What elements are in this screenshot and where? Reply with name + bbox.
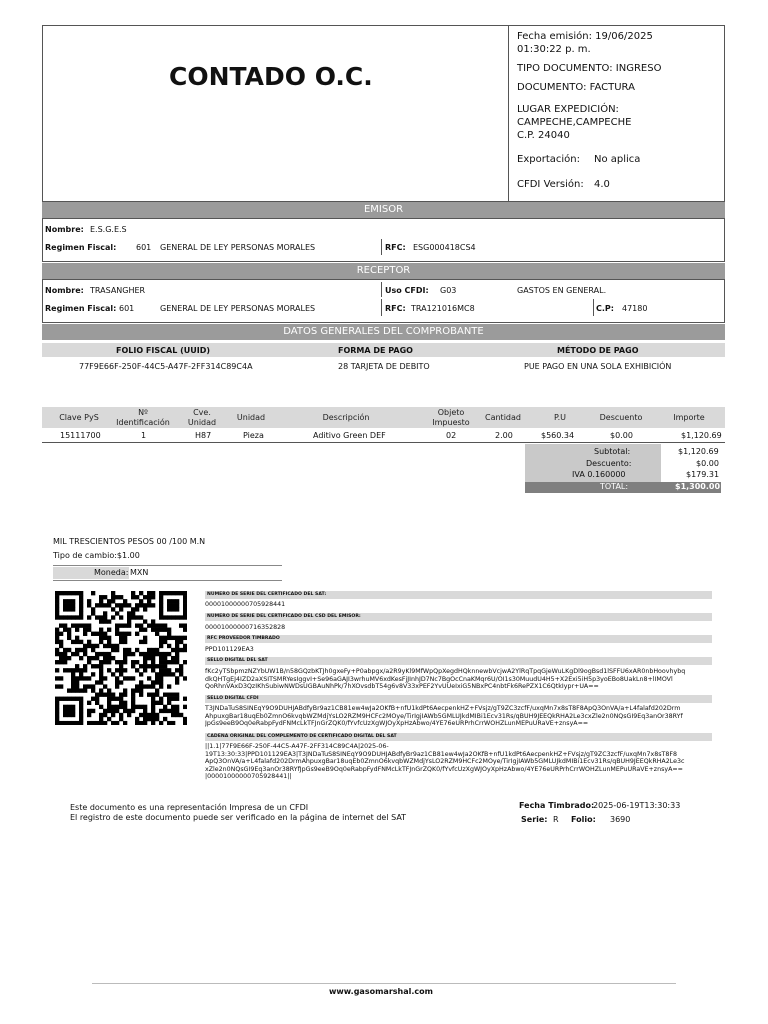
sello-cfdi-value: T3JNDaTuS8SINEqY9O9DUHJABdfyBr9az1CB81ew4wJa2OKfB+nfU1kdPt6AecpenkHZ+FVsjz/gT9ZC3zcfF/uxqMn7x8sT8F8ApQ3OnVA/a+L4falafd202Drm AhpuxgBar18uqEb0ZmnO6kvqbWZMdjYsLO2RZM9HCFc2MOye/TirIgjIAWb5GMLUJkdMIBi1Ecv31Rs/qBUH9JEEQkRHA2Le3cxZle2n0NQsGI9Eq3anOr38RYf JpGs9eeB9Oq0eRabpFydFNMcLkTFJnGrZQK0/fYvfcUzXgWJOyXpHzAbwo/4YE76eURPrhCrrWOHZLunMEPuURaVE+znsyA==: [205, 705, 683, 728]
cadena-original-value: ||1.1|77F9E66F-250F-44C5-A47F-2FF314C89C4A|2025-06- 19T13:30:33|PPD101129EA3|T3JNDaTuS8SINEqY9O9DUHJABdfyBr9az1CB81ew4wJa2OKfB+nfU1kdPt6AecpenkHZ+FVsjz/gT9ZC3zcfF/uxqMn7x8sT8F8 ApQ3OnVA/a+L4falafd202DrmAhpuxgBar18uqEb0ZmnO6kvqbWZMdjYsLO2RZM9HCFc2MOye/TirIgjIAWb5GMLUJkdMIBi1Ecv31Rs/qBUH9JEEQkRHA2Le3c xZle2n0NQsGI9Eq3anOr38RYfJpGs9eeB9Oq0eRabpFydFNMcLkTFJnGrZQK0/fYvfcUzXgWJOyXpHzAbwo/4YE76eURPrhCrrWOHZLunMEPuURaVE+znsyA== |00001000000705928441||: [205, 743, 685, 781]
receptor-regimen-desc: GENERAL DE LEY PERSONAS MORALES: [160, 304, 316, 313]
receptor-uso-desc: GASTOS EN GENERAL.: [517, 286, 607, 295]
table-bottom-line: [42, 442, 725, 443]
row-unidad: Pieza: [243, 431, 264, 440]
row-descripcion: Aditivo Green DEF: [313, 431, 386, 440]
emisor-divider: [381, 239, 382, 255]
col-pu: P.U: [554, 413, 566, 422]
fecha-timbrado-label: Fecha Timbrado:: [519, 801, 595, 810]
serie-value: R: [553, 815, 559, 824]
emisor-regimen-label: Regimen Fiscal:: [45, 243, 117, 252]
fecha-emision-hora: 01:30:22 p. m.: [517, 44, 591, 55]
forma-pago-value: 28 TARJETA DE DEBITO: [338, 362, 430, 371]
receptor-nombre-label: Nombre:: [45, 286, 84, 295]
emisor-rfc-label: RFC:: [385, 243, 406, 252]
receptor-divider-top: [381, 282, 382, 297]
receptor-rfc-value: TRA121016MC8: [411, 304, 475, 313]
emisor-regimen-code: 601: [136, 243, 152, 252]
emisor-box: [42, 218, 725, 262]
col-cve-unidad-1: Cve.: [193, 408, 211, 417]
receptor-divider-cp: [593, 299, 594, 316]
documento: DOCUMENTO: FACTURA: [517, 82, 635, 93]
total-label: TOTAL:: [600, 482, 629, 491]
receptor-nombre-value: TRASANGHER: [90, 286, 146, 295]
receptor-uso-label: Uso CFDI:: [385, 286, 429, 295]
serie-sat-label: NÚMERO DE SERIE DEL CERTIFICADO DEL SAT:: [205, 591, 712, 599]
col-unidad: Unidad: [236, 413, 266, 422]
subtotal-label: Subtotal:: [594, 447, 631, 456]
iva-label: IVA 0.160000: [572, 470, 626, 479]
website-link[interactable]: www.gasomarshal.com: [329, 987, 433, 996]
fecha-timbrado-value: 2025-06-19T13:30:33: [593, 801, 681, 810]
exportacion-value: No aplica: [594, 154, 641, 165]
col-descripcion: Descripción: [322, 413, 370, 422]
receptor-cp-label: C.P:: [596, 304, 614, 313]
representacion-impresa: Este documento es una representación Impresa de un CFDI: [70, 803, 309, 812]
receptor-section-bar: RECEPTOR: [42, 263, 725, 279]
folio-fiscal-value: 77F9E66F-250F-44C5-A47F-2FF314C89C4A: [79, 362, 253, 371]
header-divider: [508, 25, 509, 202]
descuento-label: Descuento:: [586, 459, 632, 468]
qr-code-image: [55, 591, 187, 725]
cfdi-version-label: CFDI Versión:: [517, 179, 584, 190]
lugar-expedicion-label: LUGAR EXPEDICIÓN:: [517, 104, 619, 115]
folio-fiscal-label: FOLIO FISCAL (UUID): [116, 346, 210, 355]
descuento-value: $0.00: [696, 459, 719, 468]
datos-generales-section-bar: DATOS GENERALES DEL COMPROBANTE: [42, 324, 725, 340]
document-title: CONTADO O.C.: [169, 62, 373, 91]
receptor-divider-rfc: [381, 299, 382, 316]
sello-cfdi-label: SELLO DIGITAL CFDI: [205, 695, 712, 703]
row-clave: 15111700: [60, 431, 101, 440]
importe-letra: MIL TRESCIENTOS PESOS 00 /100 M.N: [53, 537, 206, 546]
row-objeto: 02: [446, 431, 457, 440]
row-cve-unidad: H87: [195, 431, 212, 440]
serie-label: Serie:: [521, 815, 548, 824]
serie-csd-label: NÚMERO DE SERIE DEL CERTIFICADO DEL CSD DEL EMISOR:: [205, 613, 712, 621]
folio-value: 3690: [610, 815, 631, 824]
metodo-pago-value: PUE PAGO EN UNA SOLA EXHIBICIÓN: [524, 362, 672, 371]
col-importe: Importe: [673, 413, 705, 422]
registro-sat-nota: El registro de este documento puede ser verificado en la página de internet del SAT: [70, 813, 407, 822]
total-value: $1,300.00: [675, 482, 721, 491]
col-objeto-impuesto-2: Impuesto: [432, 418, 470, 427]
receptor-uso-code: G03: [440, 286, 457, 295]
fecha-emision: Fecha emisión: 19/06/2025: [517, 31, 653, 42]
tipo-documento: TIPO DOCUMENTO: INGRESO: [517, 63, 662, 74]
receptor-cp-value: 47180: [622, 304, 648, 313]
emisor-nombre-label: Nombre:: [45, 225, 84, 234]
emisor-regimen-desc: GENERAL DE LEY PERSONAS MORALES: [160, 243, 316, 252]
forma-pago-label: FORMA DE PAGO: [338, 346, 413, 355]
row-descuento: $0.00: [610, 431, 633, 440]
emisor-nombre-value: E.S.G.E.S: [90, 225, 127, 234]
serie-csd-value: 00001000000716352828: [205, 624, 286, 631]
row-cantidad: 2.00: [495, 431, 513, 440]
rfc-proveedor-value: PPD101129EA3: [205, 646, 254, 653]
sello-sat-value: fKc2yTSbpmzNZYbUW1B/n58GQzbKTJh0gxeFy+P0abpgx/a2R9yKl9MfWpQpXegdHQknnewbVcjwA2YlRqTpqGjeWuLKgDl9ogBsd1lSFFU6xAR0nbHoovhybq dkQHTgEJ4IZD2aXSITSMRYesIggvI+Se96aGAJI3wrhuMV6xdKesFjJInhJD7Nc7BgOcCnaKMqr6U/OI1s30MuudU4H5+X2Exi5iH5p3yoEBo8UakLn8+lIMOVl QoRhnVAxD3QzIKhSubiwNWDsUGBAuNhPk/7hXOvsdbT54g6v8V33xPEF2YvUUeIxiG5NBxPC4nbtFk6RePZX1C6QtkIypr+UA==: [205, 668, 686, 691]
col-no-identificacion-2: Identificación: [116, 418, 170, 427]
serie-sat-value: 00001000000705928441: [205, 601, 286, 608]
moneda-top-line: [53, 565, 282, 566]
folio-label: Folio:: [571, 815, 596, 824]
receptor-rfc-label: RFC:: [385, 304, 406, 313]
receptor-regimen-label: Regimen Fiscal:: [45, 304, 117, 313]
cfdi-version-value: 4.0: [594, 179, 610, 190]
moneda-bottom-line: [53, 580, 282, 581]
moneda-value: MXN: [130, 568, 149, 577]
col-no-identificacion-1: Nº: [138, 408, 148, 417]
emisor-rfc-value: ESG000418CS4: [413, 243, 476, 252]
row-pu: $560.34: [541, 431, 575, 440]
row-importe: $1,120.69: [681, 431, 722, 440]
col-descuento: Descuento: [599, 413, 643, 422]
rfc-proveedor-label: RFC PROVEEDOR TIMBRADO: [205, 635, 712, 643]
receptor-regimen-code: 601: [119, 304, 135, 313]
footer-line: [92, 983, 676, 984]
document-header-box: [42, 25, 725, 202]
emisor-section-bar: EMISOR: [42, 202, 725, 218]
col-objeto-impuesto-1: Objeto: [437, 408, 465, 417]
row-no-id: 1: [141, 431, 147, 440]
col-cantidad: Cantidad: [485, 413, 521, 422]
col-clave-pys: Clave PyS: [59, 413, 99, 422]
iva-value: $179.31: [686, 470, 720, 479]
col-cve-unidad-2: Unidad: [187, 418, 217, 427]
moneda-label: Moneda:: [94, 568, 129, 577]
subtotal-value: $1,120.69: [678, 447, 719, 456]
sello-sat-label: SELLO DIGITAL DEL SAT: [205, 657, 712, 665]
cadena-original-label: CADENA ORIGINAL DEL COMPLEMENTO DE CERTIFICADO DIGITAL DEL SAT: [205, 733, 712, 741]
metodo-pago-label: MÉTODO DE PAGO: [557, 346, 639, 355]
lugar-expedicion-cp: C.P. 24040: [517, 130, 570, 141]
tipo-cambio: Tipo de cambio:$1.00: [53, 551, 140, 560]
lugar-expedicion-ciudad: CAMPECHE,CAMPECHE: [517, 117, 632, 128]
exportacion-label: Exportación:: [517, 154, 580, 165]
